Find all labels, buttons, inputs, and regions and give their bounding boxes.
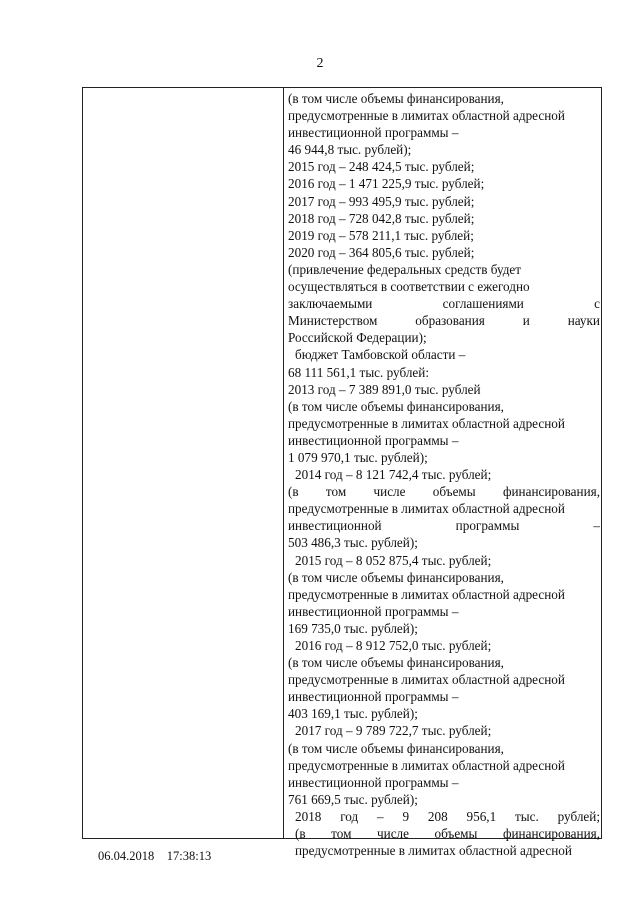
content-line: (в том числе объемы финансирования, (288, 655, 504, 671)
content-line: инвестиционной программы – (288, 774, 459, 790)
content-line: (в том числе объемы финансирования, (288, 398, 504, 414)
content-line: 68 111 561,1 тыс. рублей: (288, 364, 429, 380)
table-right-cell (288, 90, 600, 859)
content-line: (в том числе объемы финансирования, (288, 484, 600, 500)
column-divider (283, 88, 284, 838)
content-line: 2015 год – 8 052 875,4 тыс. рублей; (295, 552, 492, 568)
content-line: предусмотренные в лимитах областной адресной (288, 501, 565, 517)
content-line: предусмотренные в лимитах областной адресной (288, 108, 565, 124)
content-line: 1 079 970,1 тыс. рублей); (288, 449, 428, 465)
content-line: инвестиционной программы – (288, 432, 459, 448)
content-line: 2016 год – 1 471 225,9 тыс. рублей; (288, 176, 485, 192)
content-line: 2014 год – 8 121 742,4 тыс. рублей; (295, 467, 492, 483)
content-line: 2016 год – 8 912 752,0 тыс. рублей; (295, 638, 492, 653)
content-line: осуществляться в соответствии с ежегодно (288, 279, 530, 295)
content-line: заключаемыми соглашениями с (288, 296, 600, 312)
content-line: предусмотренные в лимитах областной адресной (288, 586, 565, 602)
content-line: (в том числе объемы финансирования, (288, 740, 504, 756)
content-line: предусмотренные в лимитах областной адресной (288, 415, 565, 431)
content-line: 503 486,3 тыс. рублей); (288, 535, 418, 551)
content-line: 2018 год – 728 042,8 тыс. рублей; (288, 210, 475, 226)
content-line: (в том числе объемы финансирования, (288, 569, 504, 585)
content-line: Министерством образования и науки (288, 313, 600, 329)
content-line: (в том числе объемы финансирования, (295, 826, 600, 842)
content-line: инвестиционной программы – (288, 689, 459, 705)
content-line: Российской Федерации); (288, 330, 427, 346)
content-line: 46 944,8 тыс. рублей); (288, 142, 412, 158)
content-line: (в том числе объемы финансирования, (288, 91, 504, 106)
content-line: предусмотренные в лимитах областной адресной (288, 672, 565, 688)
content-line: 2015 год – 248 424,5 тыс. рублей; (288, 159, 475, 175)
content-line: инвестиционной программы – (288, 518, 600, 534)
content-line: 761 669,5 тыс. рублей); (288, 791, 418, 807)
content-line: 2017 год – 993 495,9 тыс. рублей; (288, 193, 475, 209)
content-line: 2020 год – 364 805,6 тыс. рублей; (288, 244, 475, 260)
content-line: инвестиционной программы – (288, 603, 459, 619)
content-line: 2018 год – 9 208 956,1 тыс. рублей; (295, 808, 600, 824)
content-line: 2017 год – 9 789 722,7 тыс. рублей; (295, 723, 492, 739)
content-line: предусмотренные в лимитах областной адресной (288, 757, 565, 773)
footer-date: 06.04.2018 (98, 849, 155, 863)
page-number: 2 (316, 56, 324, 71)
content-line: 2019 год – 578 211,1 тыс. рублей; (288, 227, 474, 243)
content-line: бюджет Тамбовской области – (295, 347, 466, 363)
content-line: (привлечение федеральных средств будет (288, 261, 522, 277)
footer-timestamp (98, 849, 211, 864)
content-line: 169 735,0 тыс. рублей); (288, 620, 418, 636)
content-line: 403 169,1 тыс. рублей); (288, 706, 418, 722)
footer-time: 17:38:13 (166, 849, 212, 863)
content-line: 2013 год – 7 389 891,0 тыс. рублей (288, 381, 481, 397)
content-line: предусмотренные в лимитах областной адресной (295, 843, 572, 859)
content-line: инвестиционной программы – (288, 125, 459, 141)
